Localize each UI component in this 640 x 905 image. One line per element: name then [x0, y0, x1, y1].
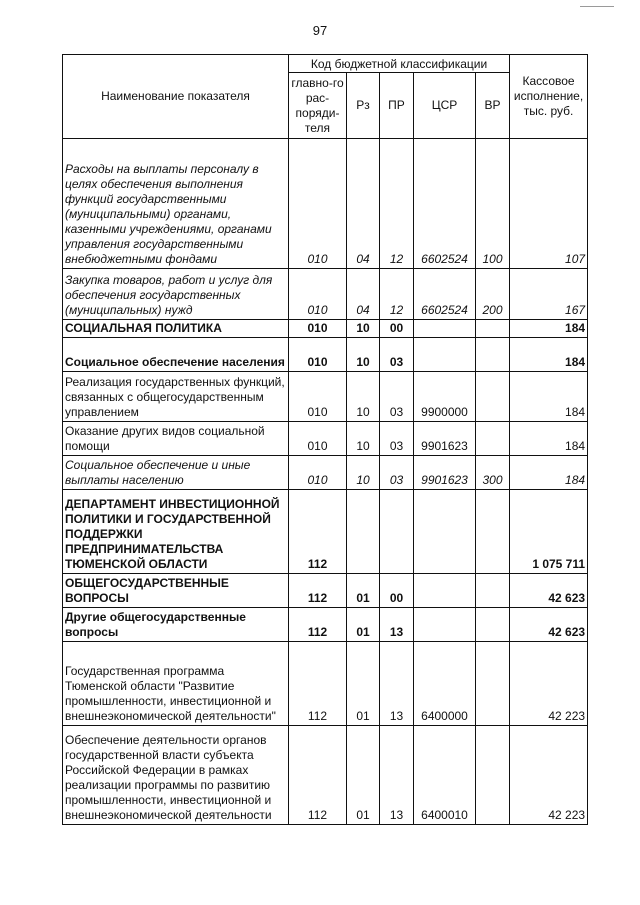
row-csr: 9900000 [414, 372, 476, 422]
row-amount: 184 [510, 456, 588, 490]
row-pr: 13 [380, 642, 414, 726]
row-glavny: 010 [289, 456, 347, 490]
row-vr [476, 320, 510, 338]
row-amount: 184 [510, 320, 588, 338]
row-vr [476, 574, 510, 608]
row-rz [347, 490, 380, 574]
row-amount: 107 [510, 139, 588, 269]
row-pr: 12 [380, 269, 414, 320]
row-name: Закупка товаров, работ и услуг для обеспечения государственных (муниципальных) нужд [63, 269, 289, 320]
header-amount: Кассовое исполнение, тыс. руб. [510, 55, 588, 139]
row-vr: 200 [476, 269, 510, 320]
table-row [63, 139, 588, 269]
row-pr: 03 [380, 372, 414, 422]
row-csr: 9901623 [414, 456, 476, 490]
row-rz: 10 [347, 320, 380, 338]
row-rz: 10 [347, 338, 380, 372]
row-pr: 03 [380, 422, 414, 456]
table-row [63, 574, 588, 608]
row-name: Социальное обеспечение и иные выплаты населению [63, 456, 289, 490]
row-csr [414, 574, 476, 608]
table-row [63, 338, 588, 372]
row-vr [476, 608, 510, 642]
header-csr: ЦСР [414, 73, 476, 139]
row-amount: 184 [510, 338, 588, 372]
row-rz: 04 [347, 139, 380, 269]
row-name: СОЦИАЛЬНАЯ ПОЛИТИКА [63, 320, 289, 338]
header-name: Наименование показателя [63, 55, 289, 139]
table-row [63, 269, 588, 320]
row-name: Расходы на выплаты персоналу в целях обеспечения выполнения функций государственными (муниципальными) органами, казенными учреждениями, органами управления государственными внебюджетными фондами [63, 139, 289, 269]
row-csr: 6602524 [414, 269, 476, 320]
row-rz: 01 [347, 574, 380, 608]
row-csr: 6400000 [414, 642, 476, 726]
header-code-group: Код бюджетной классификации [289, 55, 510, 73]
row-glavny: 112 [289, 642, 347, 726]
row-rz: 01 [347, 608, 380, 642]
row-name: Другие общегосударственные вопросы [63, 608, 289, 642]
table-row [63, 320, 588, 338]
row-amount: 184 [510, 422, 588, 456]
row-glavny: 112 [289, 608, 347, 642]
row-vr: 300 [476, 456, 510, 490]
row-vr [476, 338, 510, 372]
row-amount: 42 623 [510, 574, 588, 608]
row-rz: 01 [347, 726, 380, 825]
row-amount: 42 223 [510, 642, 588, 726]
header-rz: Рз [347, 73, 380, 139]
row-name: ОБЩЕГОСУДАРСТВЕННЫЕ ВОПРОСЫ [63, 574, 289, 608]
table-row [63, 608, 588, 642]
row-name: Реализация государственных функций, связанных с общегосударственным управлением [63, 372, 289, 422]
row-glavny: 112 [289, 726, 347, 825]
table-row [63, 642, 588, 726]
budget-execution-table [62, 54, 588, 825]
row-glavny: 112 [289, 490, 347, 574]
row-pr: 03 [380, 456, 414, 490]
row-glavny: 010 [289, 338, 347, 372]
page-number: 97 [312, 23, 328, 38]
row-amount: 184 [510, 372, 588, 422]
row-rz: 01 [347, 642, 380, 726]
row-glavny: 010 [289, 422, 347, 456]
row-pr: 00 [380, 320, 414, 338]
row-pr [380, 490, 414, 574]
row-name: Обеспечение деятельности органов государственной власти субъекта Российской Федерации в рамках реализации программы по развитию промышленности, инвестиционной и внешнеэкономической деятельности [63, 726, 289, 825]
row-amount: 167 [510, 269, 588, 320]
row-pr: 12 [380, 139, 414, 269]
row-csr [414, 608, 476, 642]
row-glavny: 010 [289, 320, 347, 338]
corner-scan-mark [580, 6, 614, 7]
table-row [63, 726, 588, 825]
row-amount: 1 075 711 [510, 490, 588, 574]
row-rz: 10 [347, 422, 380, 456]
row-vr [476, 422, 510, 456]
row-pr: 03 [380, 338, 414, 372]
header-glavny: главно-го рас-поряди-теля [289, 73, 347, 139]
row-csr [414, 320, 476, 338]
row-rz: 10 [347, 456, 380, 490]
row-csr: 6400010 [414, 726, 476, 825]
header-pr: ПР [380, 73, 414, 139]
header-vr: ВР [476, 73, 510, 139]
row-amount: 42 223 [510, 726, 588, 825]
row-rz: 04 [347, 269, 380, 320]
row-pr: 13 [380, 608, 414, 642]
row-vr [476, 372, 510, 422]
table-row [63, 490, 588, 574]
row-vr [476, 726, 510, 825]
row-glavny: 010 [289, 372, 347, 422]
table-row [63, 456, 588, 490]
row-vr [476, 490, 510, 574]
table-row [63, 422, 588, 456]
row-glavny: 010 [289, 139, 347, 269]
row-name: Государственная программа Тюменской области "Развитие промышленности, инвестиционной и внешнеэкономической деятельности" [63, 642, 289, 726]
row-rz: 10 [347, 372, 380, 422]
row-vr: 100 [476, 139, 510, 269]
row-name: Социальное обеспечение населения [63, 338, 289, 372]
row-csr: 6602524 [414, 139, 476, 269]
table-row [63, 372, 588, 422]
row-glavny: 112 [289, 574, 347, 608]
row-name: ДЕПАРТАМЕНТ ИНВЕСТИЦИОННОЙ ПОЛИТИКИ И ГОСУДАРСТВЕННОЙ ПОДДЕРЖКИ ПРЕДПРИНИМАТЕЛЬСТВА ТЮМЕНСКОЙ ОБЛАСТИ [63, 490, 289, 574]
row-pr: 13 [380, 726, 414, 825]
row-pr: 00 [380, 574, 414, 608]
row-amount: 42 623 [510, 608, 588, 642]
row-vr [476, 642, 510, 726]
row-csr [414, 338, 476, 372]
row-name: Оказание других видов социальной помощи [63, 422, 289, 456]
row-csr: 9901623 [414, 422, 476, 456]
row-glavny: 010 [289, 269, 347, 320]
row-csr [414, 490, 476, 574]
